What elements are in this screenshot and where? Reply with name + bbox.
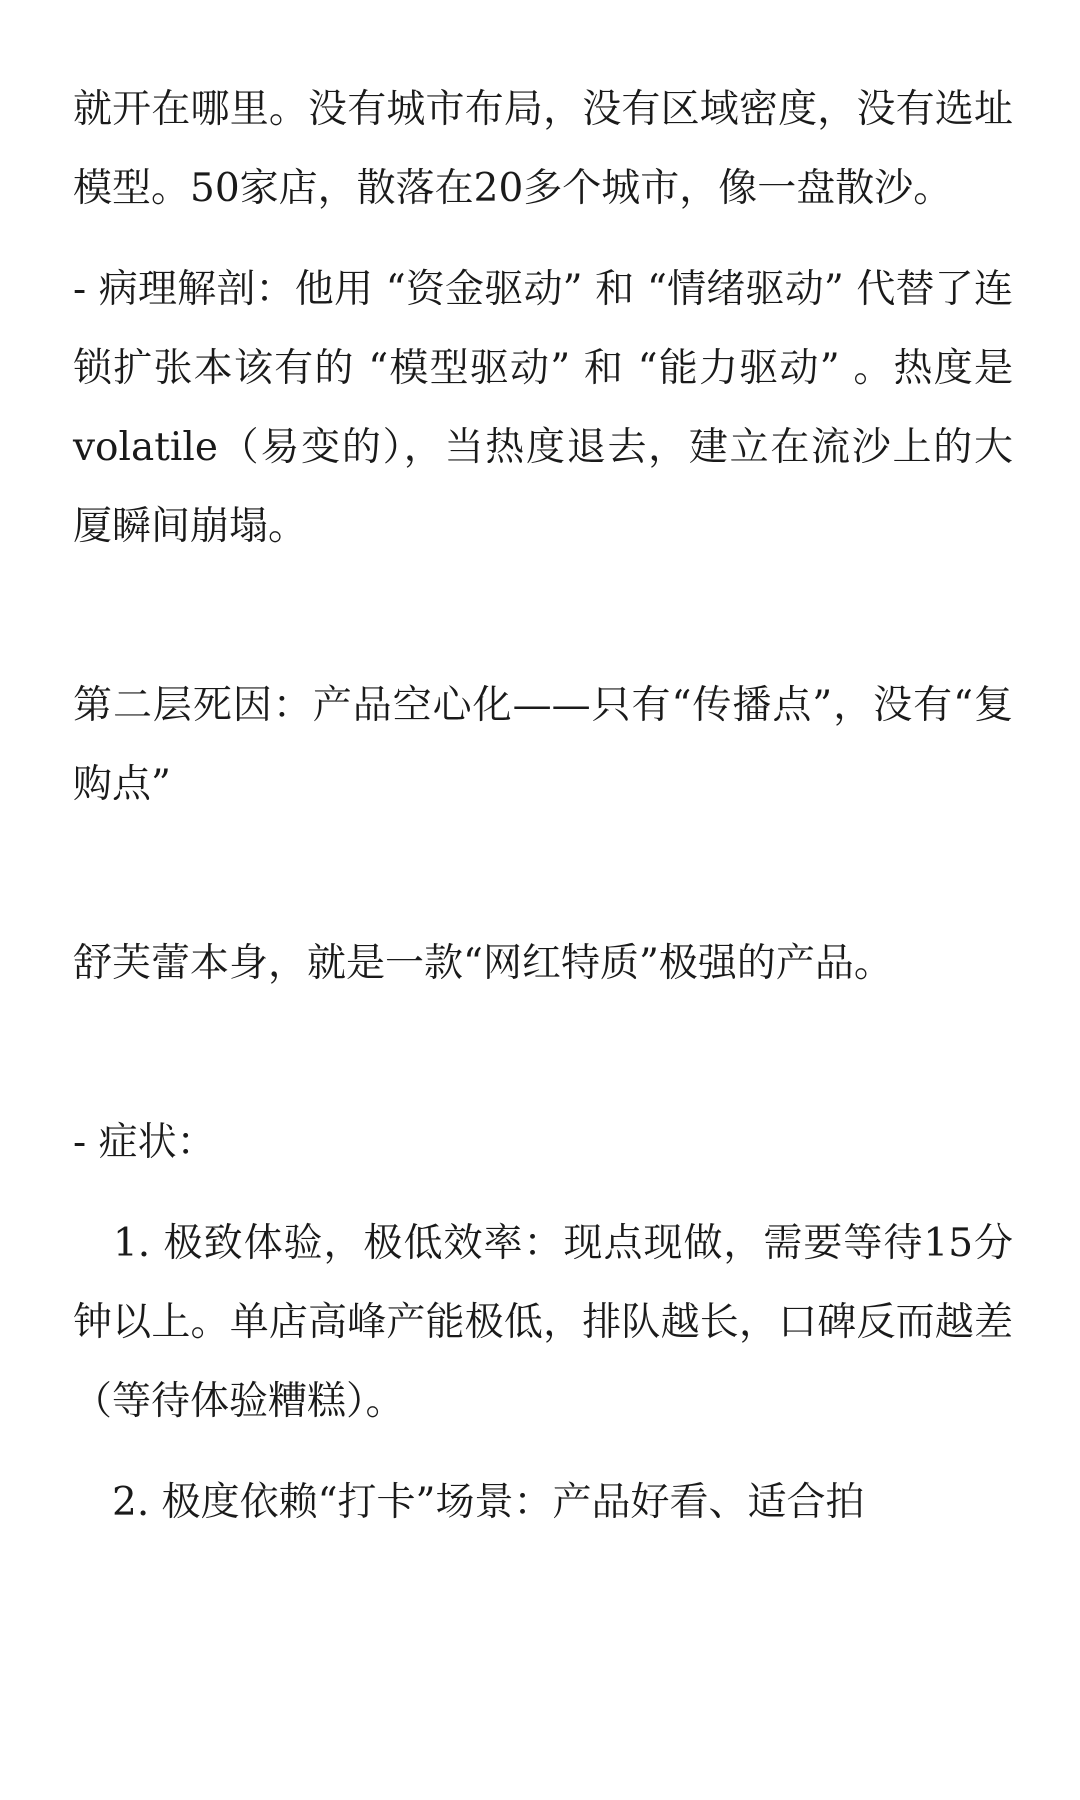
symptom-item-1: 1. 极致体验，极低效率：现点现做，需要等待15分钟以上。单店高峰产能极低，排队越长，口碑反而越差（等待体验糟糕）。	[73, 1221, 1013, 1424]
symptoms-label: - 症状：	[73, 1120, 216, 1165]
paragraph-store-expansion: 就开在哪里。没有城市布局，没有区域密度，没有选址模型。50家店，散落在20多个城市，像一盘散沙。	[73, 87, 1013, 211]
paragraph-pathology: - 病理解剖：他用 “资金驱动” 和 “情绪驱动” 代替了连锁扩张本该有的 “模型驱动” 和 “能力驱动” 。热度是 volatile（易变的），当热度退去，建立在流沙上的大厦瞬间崩塌。	[73, 267, 1013, 549]
article-body	[73, 70, 1013, 1542]
symptom-item-2: 2. 极度依赖“打卡”场景：产品好看、适合拍	[73, 1480, 865, 1525]
section-heading-second-cause: 第二层死因：产品空心化——只有“传播点”，没有“复购点”	[73, 683, 1013, 807]
paragraph-product-nature: 舒芙蕾本身，就是一款“网红特质”极强的产品。	[73, 941, 893, 986]
